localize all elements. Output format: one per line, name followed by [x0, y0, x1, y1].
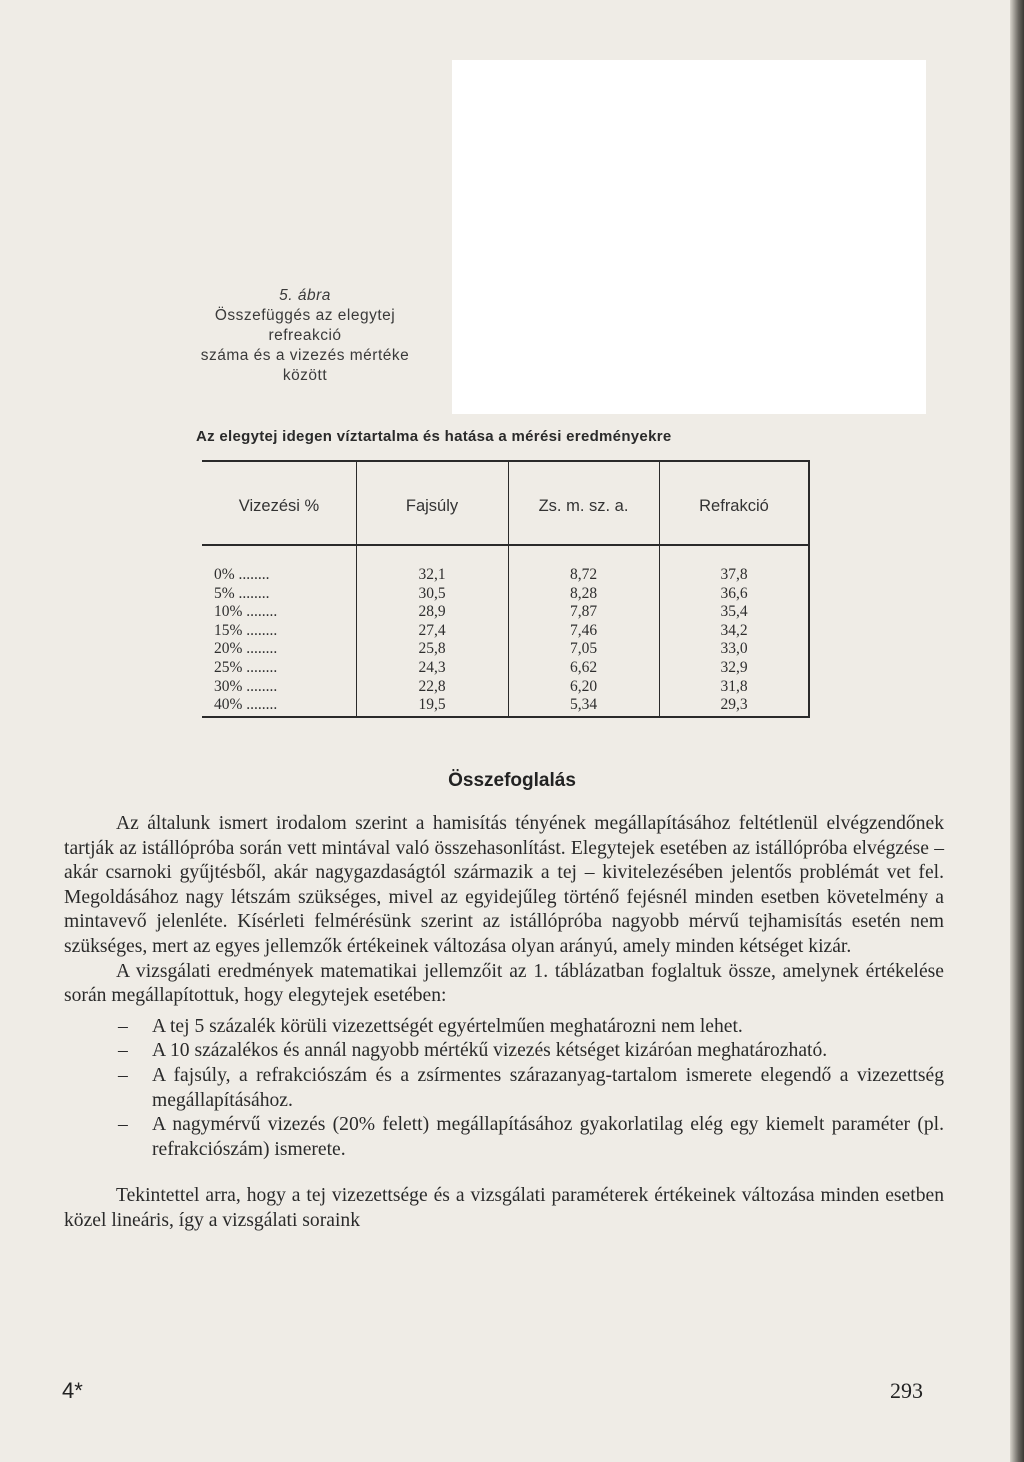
list-item: [64, 1039, 944, 1064]
table-cell: 15% ........: [214, 621, 278, 639]
table-cell: 29,3: [720, 696, 748, 714]
table-cell: 8,28: [569, 584, 598, 602]
table-header-zsmsza: Zs. m. sz. a.: [538, 497, 629, 515]
table-title: Az elegytej idegen víztartalma és hatása a mérési eredményekre: [196, 428, 672, 445]
table-column-refrakcio: [659, 566, 809, 715]
figure-caption-line1: Összefüggés az elegytej refreakció: [214, 307, 396, 344]
page-number: 293: [890, 1378, 923, 1403]
table-header-vizezes: Vizezési %: [238, 497, 320, 515]
list-item: [64, 1015, 944, 1040]
figure-number: 5. ábra: [279, 287, 331, 304]
table-cell: 28,9: [418, 603, 446, 621]
table-cell: 5% ........: [214, 584, 270, 602]
table-cell: 33,0: [720, 640, 748, 658]
table-cell: 6,62: [569, 658, 598, 676]
table-cell: 37,8: [720, 566, 748, 583]
table-column-vizezes: [214, 566, 354, 715]
figure-image-placeholder: [452, 60, 926, 414]
table-cell: 0% ........: [214, 566, 270, 583]
figure-caption-line2: száma és a vizezés mértéke között: [200, 347, 410, 384]
paragraph: A vizsgálati eredmények matematikai jellemzőit az 1. táblázatban foglaltuk össze, amelynek értékelése során megállapítottuk, hogy elegytejek esetében:: [64, 960, 944, 1007]
table-cell: 6,20: [569, 677, 598, 695]
table-column-zsmsza: [508, 566, 659, 715]
table-cell: 34,2: [720, 621, 748, 639]
table-cell: 36,6: [720, 584, 748, 602]
table-cell: 5,34: [569, 696, 598, 714]
table-cell: 32,1: [418, 566, 446, 583]
table-cell: 8,72: [569, 566, 598, 583]
list-item-text: A fajsúly, a refrakciószám és a zsírmentes szárazanyag-tartalom ismerete elegendő a vizezettség megállapításához.: [152, 1064, 944, 1111]
section-heading: Összefoglalás: [448, 770, 576, 791]
table-column-fajsuly: [356, 566, 508, 715]
table-cell: 19,5: [418, 696, 446, 714]
table-cell: 22,8: [418, 677, 446, 695]
table-cell: 31,8: [720, 677, 748, 695]
table-cell: 10% ........: [214, 603, 278, 621]
list-item-text: A 10 százalékos és annál nagyobb mértékű vizezés kétséget kizáróan meghatározható.: [152, 1040, 828, 1062]
signature-mark: 4*: [62, 1378, 83, 1403]
list-item: [64, 1113, 944, 1162]
table-cell: 30,5: [418, 584, 446, 602]
data-table: [202, 460, 810, 718]
list-item-text: A tej 5 százalék körüli vizezettségét egyértelműen meghatározni nem lehet.: [152, 1015, 743, 1037]
findings-list: [64, 1015, 944, 1163]
figure-caption: [190, 286, 420, 386]
table-cell: 24,3: [418, 658, 446, 676]
dash-marker: –: [118, 1114, 128, 1136]
page-edge-shadow: [1010, 0, 1024, 1462]
paragraph: Az általunk ismert irodalom szerint a hamisítás tényének megállapításához feltétlenül elvégzendőnek tartják az istállópróba során vett mintával való összehasonlítást. Elegytejek esetében az istállópróba elvégzése – akár csarnoki gyűjtésből, akár nagygazdaságtól származik a tej – kivitelezésében jelentős problémát vet fel. Megoldásához nagy létszám szükséges, mivel az egyidejűleg történő fejésnél minden esetben követelmény a mintavevő jelenléte. Kísérleti felmérésünk szerint az istállópróba nagyobb mérvű tejhamisítás esetén nem szükséges, mert az egyes jellemzők értékeinek változása olyan arányú, amely minden kétséget kizár.: [64, 813, 944, 957]
table-header-refrakcio: Refrakció: [699, 497, 769, 515]
table-cell: 25% ........: [214, 658, 278, 676]
dash-marker: –: [118, 1015, 128, 1037]
dash-marker: –: [118, 1040, 128, 1062]
section-body: [64, 812, 944, 1234]
table-header-fajsuly: Fajsúly: [405, 497, 459, 515]
table-cell: 27,4: [418, 621, 446, 639]
table-cell: 25,8: [418, 640, 446, 658]
table-cell: 40% ........: [214, 696, 278, 714]
table-cell: 7,87: [569, 603, 598, 621]
paragraph: Tekintettel arra, hogy a tej vizezettsége és a vizsgálati paraméterek értékeinek változása minden esetben közel lineáris, így a vizsgálati soraink: [64, 1185, 944, 1231]
list-item: [64, 1064, 944, 1113]
table-cell: 30% ........: [214, 677, 278, 695]
table-header-rule: [202, 544, 810, 546]
table-cell: 7,05: [569, 640, 598, 658]
table-cell: 7,46: [569, 621, 598, 639]
table-cell: 35,4: [720, 603, 748, 621]
list-item-text: A nagymérvű vizezés (20% felett) megállapításához gyakorlatilag elég egy kiemelt paraméter (pl. refrakciószám) ismerete.: [152, 1114, 944, 1160]
dash-marker: –: [118, 1064, 128, 1086]
table-cell: 20% ........: [214, 640, 278, 658]
table-cell: 32,9: [720, 658, 748, 676]
